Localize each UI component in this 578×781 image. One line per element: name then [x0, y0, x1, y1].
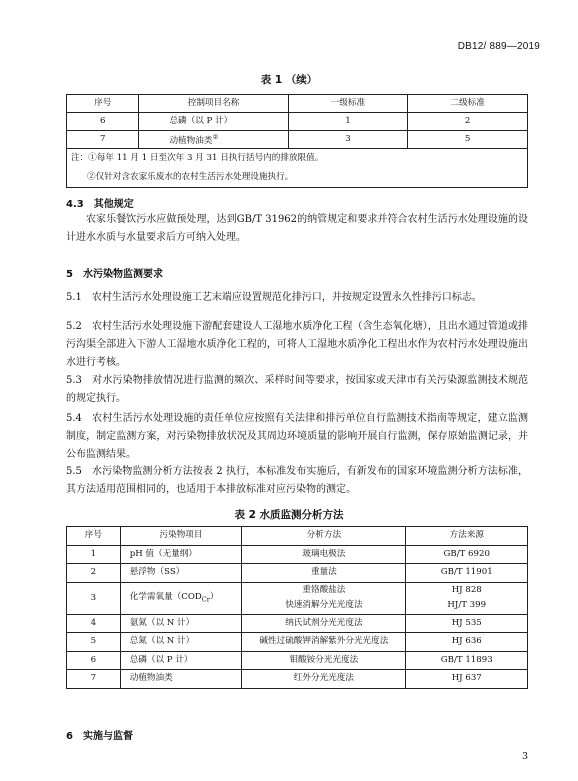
document-number: DB12/ 889—2019	[457, 41, 540, 52]
table2-title: 表 2 水质监测分析方法	[234, 509, 344, 521]
cell-item-subscript: Cr	[201, 595, 210, 604]
header-cell: 方法来源	[406, 527, 528, 546]
note-line-2: ②仅针对含农家乐废水的农村生活污水处理设施执行。	[87, 172, 294, 182]
header-cell: 污染物项目	[120, 527, 242, 546]
cell-item: pH 值（无量纲）	[120, 545, 242, 564]
cell-source: GB/T 11901	[406, 564, 528, 583]
header-cell: 二级标准	[408, 95, 528, 113]
cell-source: HJ 535	[406, 614, 528, 633]
cell-no: 2	[67, 564, 121, 583]
table-header-row	[67, 527, 528, 546]
cell-level2: 2	[408, 113, 528, 131]
header-cell: 分析方法	[242, 527, 406, 546]
clause-5-5: 5.5 水污染物监测分析方法按表 2 执行，本标准发布实施后，有新发布的国家环境监测分析方法标准，其方法适用范围相同的，也适用于本排放标准对应污染物的测定。	[66, 466, 528, 495]
table-row	[67, 614, 528, 633]
cell-method: 玻璃电极法	[242, 545, 406, 564]
table1	[66, 94, 528, 188]
cell-no: 1	[67, 545, 121, 564]
table-header-row	[67, 95, 528, 113]
cell-name-text: 动植物油类	[169, 135, 213, 146]
cell-item-text: 化学需氧量（COD	[129, 592, 202, 603]
cell-no: 5	[67, 633, 121, 652]
table-row	[67, 113, 528, 131]
table-row	[67, 564, 528, 583]
header-cell: 控制项目名称	[139, 95, 288, 113]
clause-5-3: 5.3 对水污染物排放情况进行监测的频次、采样时间等要求，按国家或天津市有关污染源监测技术规范的规定执行。	[66, 375, 528, 404]
cell-method: 红外分光光度法	[242, 670, 406, 689]
note-line-1: 注：①每年 11 月 1 日至次年 3 月 31 日执行括号内的排放限值。	[71, 153, 324, 163]
cell-method: 快速消解分光光度法	[242, 598, 406, 614]
section-4-3-paragraph: 农家乐餐饮污水应做预处理，达到GB/T 31962的纳管规定和要求并符合农村生活污水处理设施的设计进水水质与水量要求后方可纳入处理。	[66, 214, 528, 243]
cell-method: 纳氏试剂分光光度法	[242, 614, 406, 633]
section-5-heading: 5 水污染物监测要求	[66, 269, 163, 280]
table-note-row	[67, 149, 528, 188]
cell-no: 7	[67, 670, 121, 689]
cell-method: 重量法	[242, 564, 406, 583]
cell-no: 6	[67, 651, 121, 670]
table-notes	[67, 149, 528, 188]
cell-method: 碱性过硫酸钾消解紫外分光光度法	[242, 633, 406, 652]
cell-item-tail: ）	[209, 592, 219, 603]
cell-no: 3	[67, 582, 121, 614]
cell-level1: 3	[288, 131, 408, 149]
header-cell: 序号	[67, 95, 139, 113]
header-cell: 一级标准	[288, 95, 408, 113]
cell-name	[139, 131, 288, 149]
table-row	[67, 131, 528, 149]
cell-source: HJ/T 399	[406, 598, 528, 614]
cell-level2: 5	[408, 131, 528, 149]
cell-item: 动植物油类	[120, 670, 242, 689]
cell-item: 悬浮物（SS）	[120, 564, 242, 583]
table-row	[67, 545, 528, 564]
clause-5-1: 5.1 农村生活污水处理设施工艺末端应设置规范化排污口，并按规定设置永久性排污口标志。	[66, 292, 482, 303]
cell-no: 7	[67, 131, 139, 149]
cell-source: GB/T 6920	[406, 545, 528, 564]
cell-level1: 1	[288, 113, 408, 131]
table-row	[67, 582, 528, 598]
cell-item: 氨氮（以 N 计）	[120, 614, 242, 633]
cell-method: 重铬酸盐法	[242, 582, 406, 598]
header-cell: 序号	[67, 527, 121, 546]
cell-no: 6	[67, 113, 139, 131]
cell-item: 总氮（以 N 计）	[120, 633, 242, 652]
section-4-3-heading: 4.3 其他规定	[66, 199, 134, 210]
table-row	[67, 651, 528, 670]
footnote-marker: ②	[212, 132, 219, 141]
cell-source: HJ 637	[406, 670, 528, 689]
table1-title: 表 1 （续）	[260, 74, 318, 86]
cell-source: HJ 636	[406, 633, 528, 652]
cell-name: 总磷（以 P 计）	[139, 113, 288, 131]
cell-method: 钼酸铵分光光度法	[242, 651, 406, 670]
table-row	[67, 670, 528, 689]
table-row	[67, 633, 528, 652]
clause-5-4: 5.4 农村生活污水处理设施的责任单位应按照有关法律和排污单位自行监测技术指南等规定，建立监测制度，制定监测方案，对污染物排放状况及其周边环境质量的影响开展自行监测，保存原始监测记录，并公布监测结果。	[66, 413, 528, 460]
cell-item	[120, 582, 242, 614]
page-number: 3	[521, 751, 528, 762]
clause-5-2: 5.2 农村生活污水处理设施下游配套建设人工湿地水质净化工程（含生态氧化塘），且出水通过管道或排污沟渠全部进入下游人工湿地水质净化工程的，可将人工湿地水质净化工程出水作为农村污水处理设施出水进行考核。	[66, 321, 528, 368]
cell-no: 4	[67, 614, 121, 633]
cell-source: HJ 828	[406, 582, 528, 598]
table2	[66, 526, 528, 689]
cell-source: GB/T 11893	[406, 651, 528, 670]
cell-item: 总磷（以 P 计）	[120, 651, 242, 670]
section-6-heading: 6 实施与监督	[66, 731, 133, 742]
